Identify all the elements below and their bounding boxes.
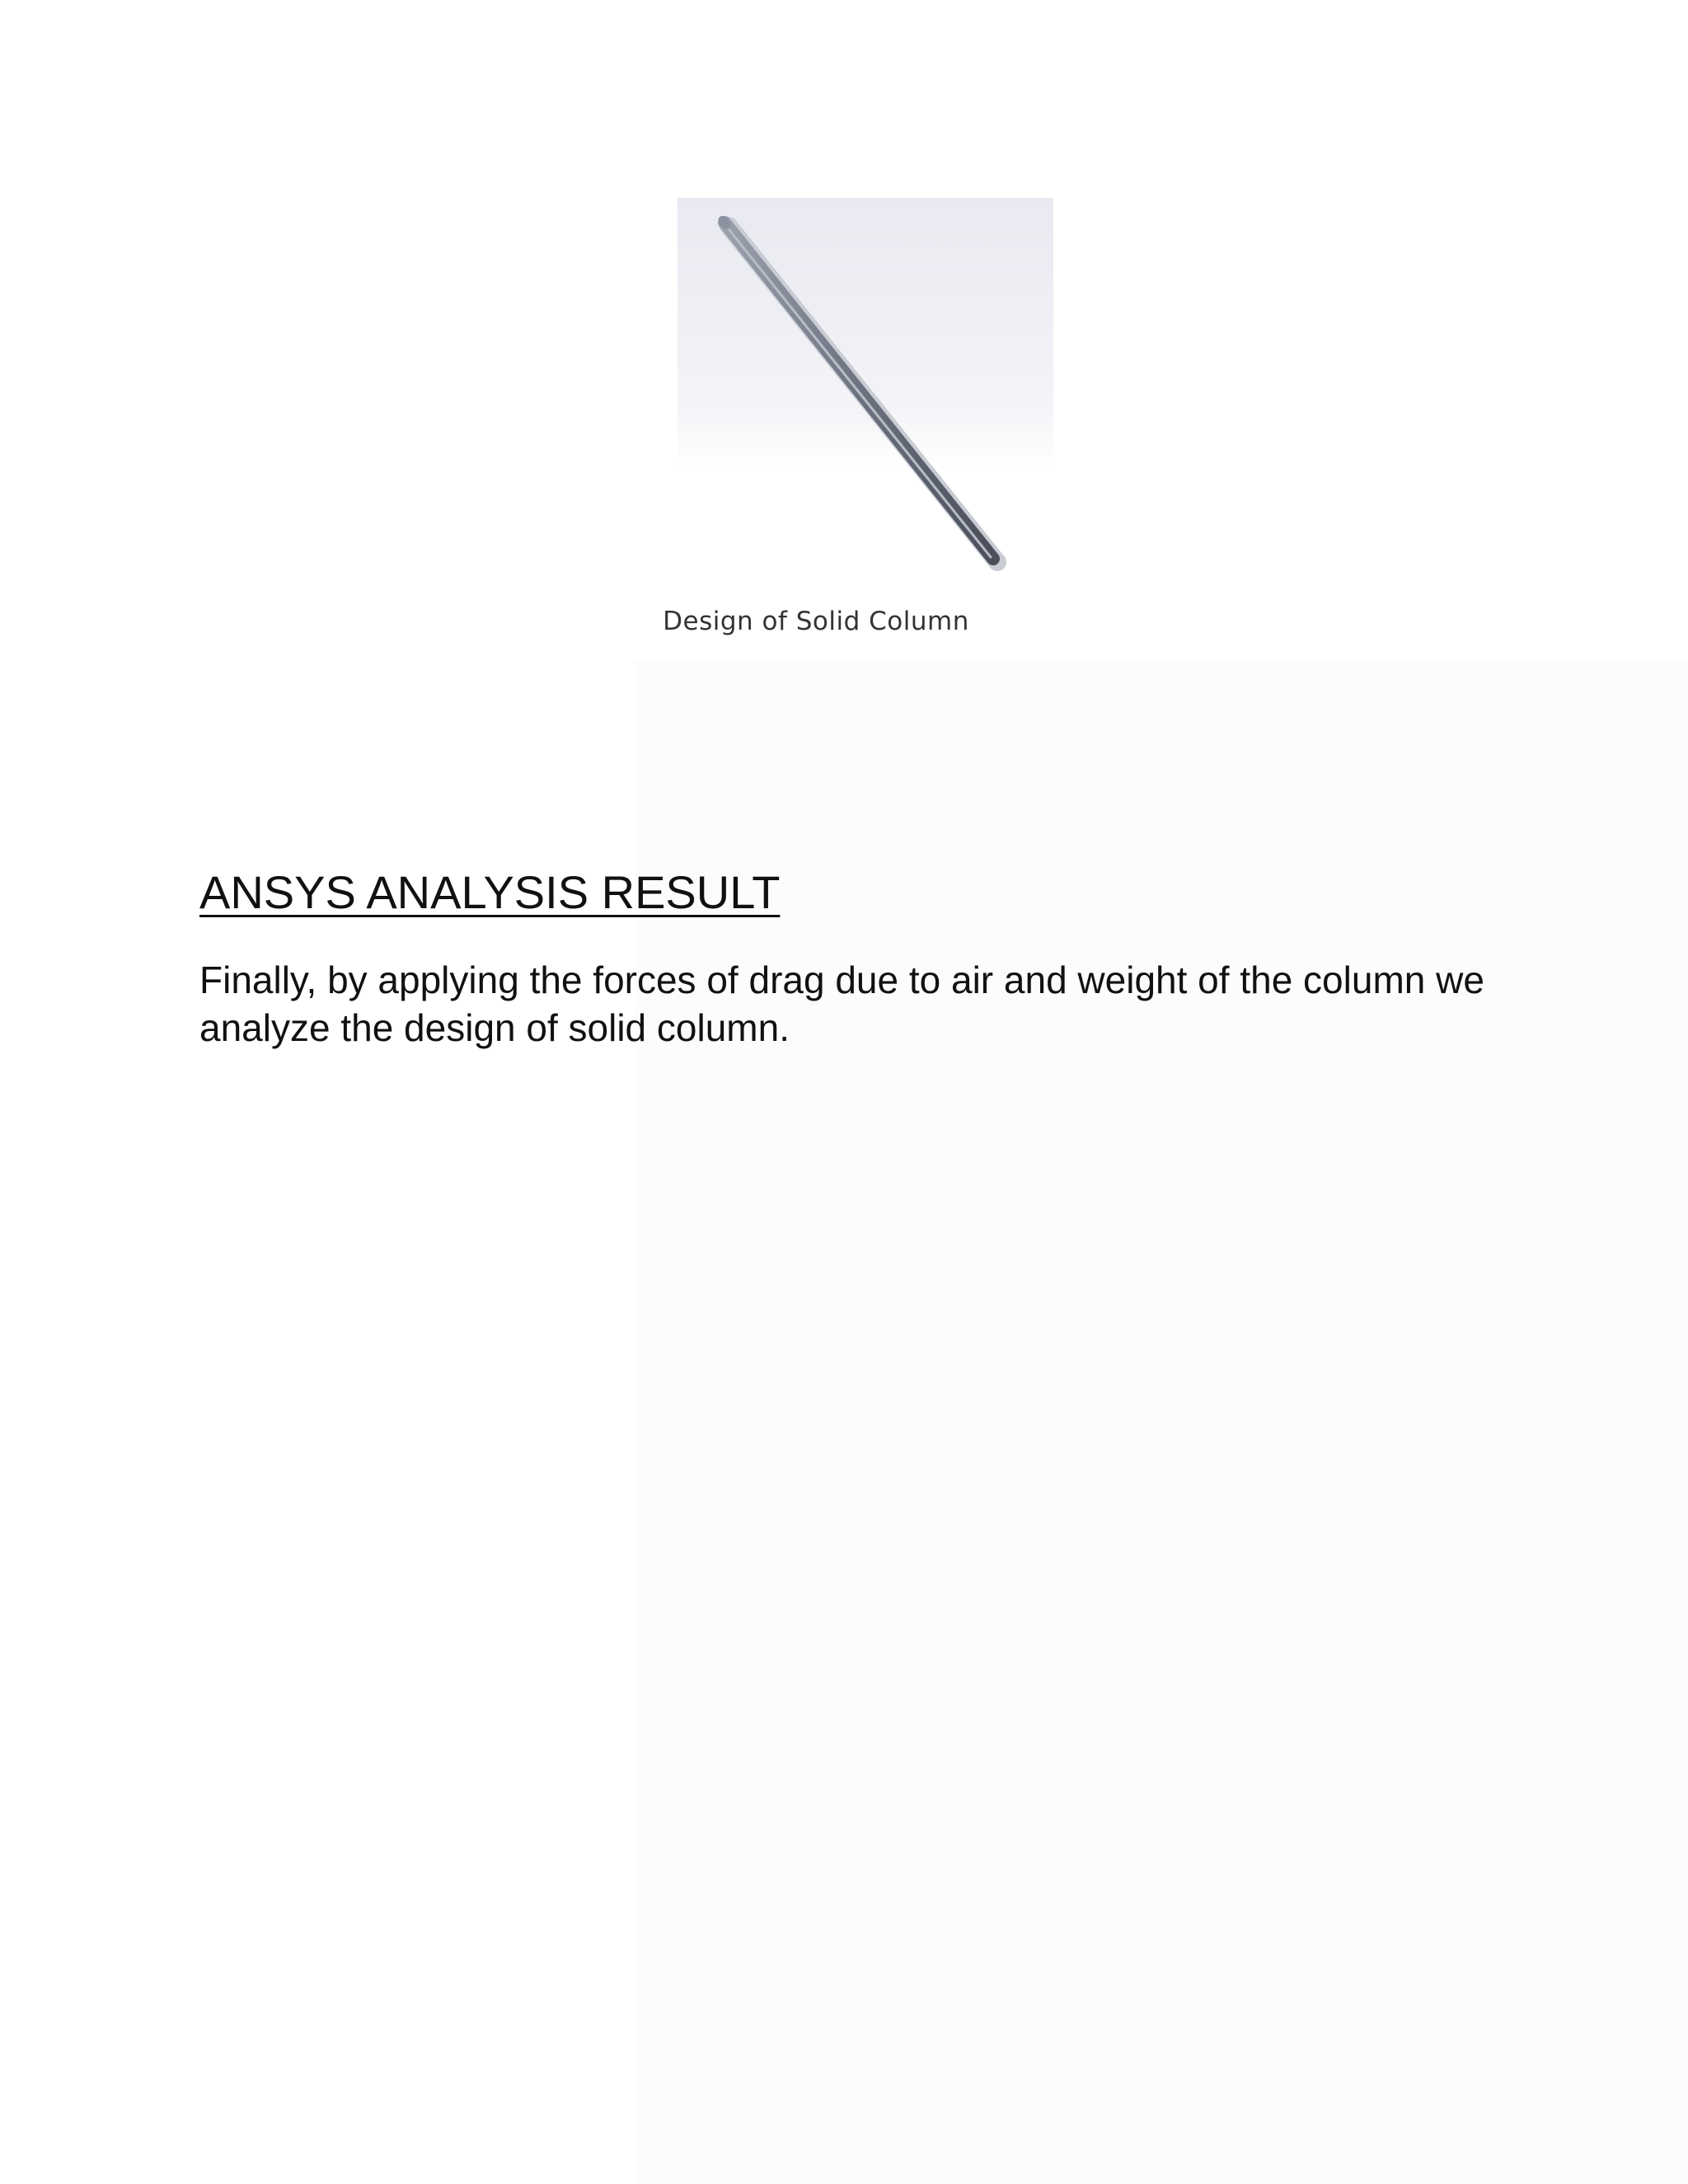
solid-column-render-icon: [678, 198, 1053, 585]
solid-column-figure: [678, 198, 1053, 585]
section-paragraph: Finally, by applying the forces of drag due to air and weight of the column we analyze the design of solid column.: [199, 958, 1484, 1049]
page-background-tint: [635, 659, 1688, 2184]
figure-caption: Design of Solid Column: [663, 607, 969, 636]
section-heading: ANSYS ANALYSIS RESULT: [199, 866, 781, 918]
